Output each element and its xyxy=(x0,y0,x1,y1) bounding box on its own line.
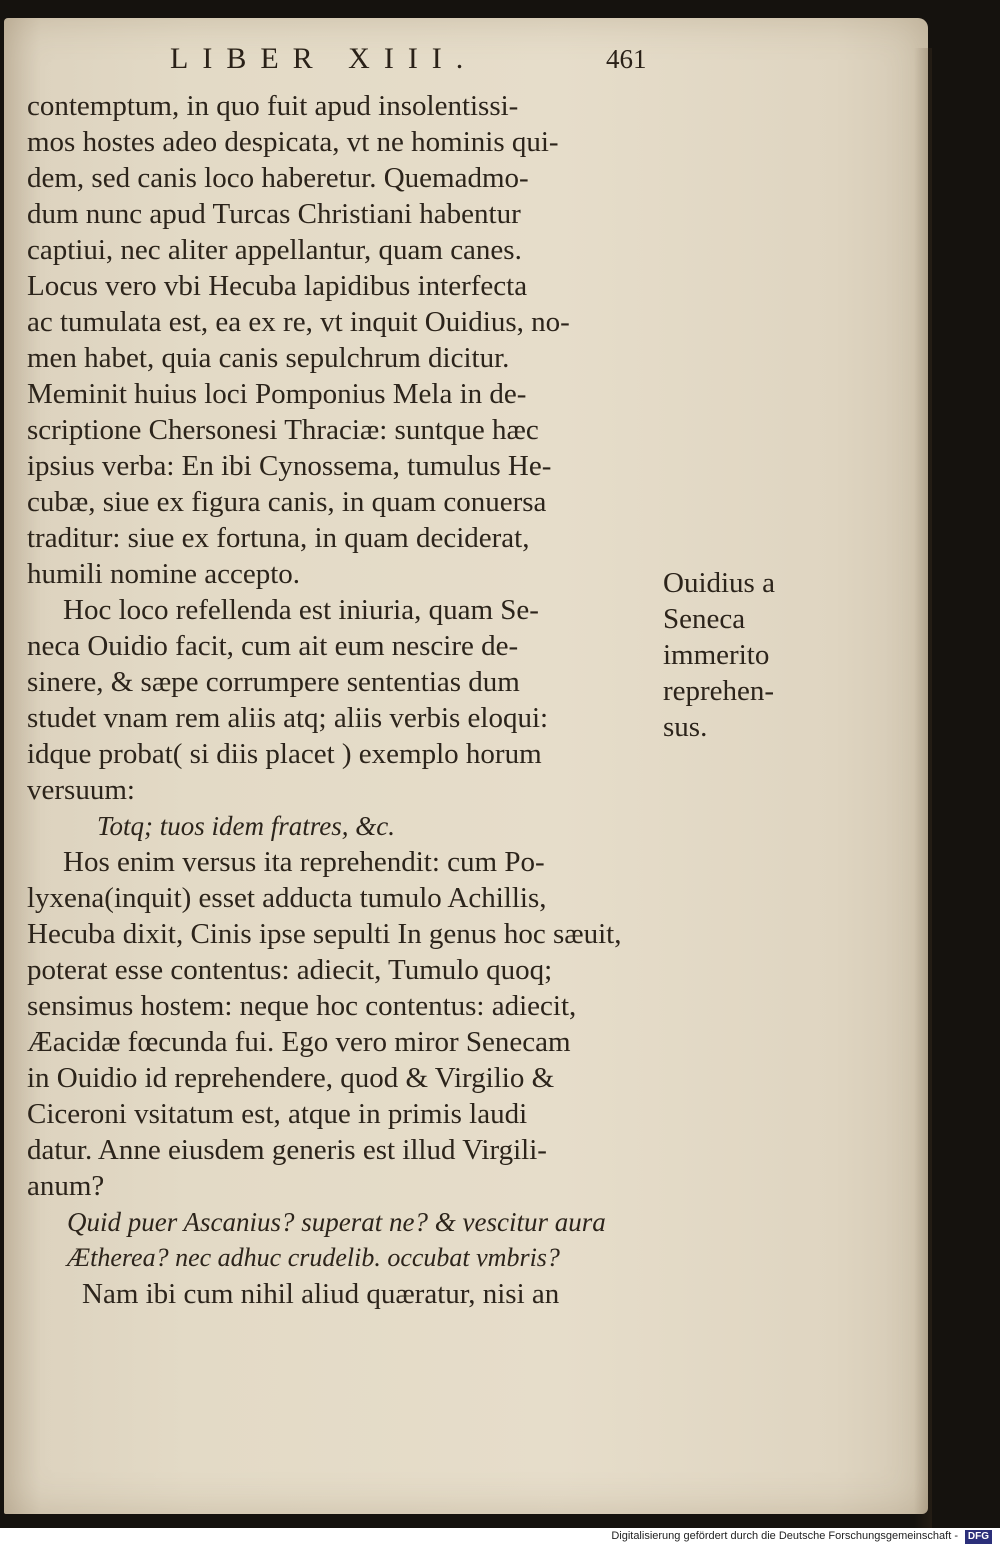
footer-credit: Digitalisierung gefördert durch die Deutsche Forschungsgemeinschaft - xyxy=(611,1530,958,1542)
text-line: versuum: xyxy=(27,774,135,806)
text-line: datur. Anne eiusdem generis est illud Virgili- xyxy=(27,1134,547,1166)
text-line: Meminit huius loci Pomponius Mela in de- xyxy=(27,378,527,410)
marginal-note xyxy=(663,565,813,745)
text-line: sinere, & sæpe corrumpere sententias dum xyxy=(27,666,520,698)
text-line: in Ouidio id reprehendere, quod & Virgilio & xyxy=(27,1062,555,1094)
text-line: Æacidæ fœcunda fui. Ego vero miror Senecam xyxy=(27,1026,571,1058)
text-line: Ætherea? nec adhuc crudelib. occubat vmbris? xyxy=(67,1243,560,1272)
running-head: LIBER XIII. xyxy=(170,42,478,75)
marginal-note-line: reprehen- xyxy=(663,675,775,707)
text-line: lyxena(inquit) esset adducta tumulo Achillis, xyxy=(27,882,547,914)
marginal-note-line: immerito xyxy=(663,639,770,671)
text-line: traditur: siue ex fortuna, in quam deciderat, xyxy=(27,522,530,554)
text-line: dem, sed canis loco haberetur. Quemadmo- xyxy=(27,162,529,194)
text-line: Hoc loco refellenda est iniuria, quam Se- xyxy=(63,594,539,626)
text-line: mos hostes adeo despicata, vt ne hominis qui- xyxy=(27,126,559,158)
text-line: Locus vero vbi Hecuba lapidibus interfecta xyxy=(27,270,528,302)
text-line: scriptione Chersonesi Thraciæ: suntque hæc xyxy=(27,414,539,446)
text-line: dum nunc apud Turcas Christiani habentur xyxy=(27,198,521,230)
text-line: ipsius verba: En ibi Cynossema, tumulus He- xyxy=(27,450,552,482)
text-line: neca Ouidio facit, cum ait eum nescire de- xyxy=(27,630,519,662)
marginal-note-line: Seneca xyxy=(663,603,746,635)
text-line: contemptum, in quo fuit apud insolentissi- xyxy=(27,90,519,122)
text-line: sensimus hostem: neque hoc contentus: adiecit, xyxy=(27,990,577,1022)
text-line: Ciceroni vsitatum est, atque in primis laudi xyxy=(27,1098,528,1130)
text-line: men habet, quia canis sepulchrum dicitur. xyxy=(27,342,510,374)
text-line: cubæ, siue ex figura canis, in quam conuersa xyxy=(27,486,547,518)
text-line: humili nomine accepto. xyxy=(27,558,301,590)
main-text-block xyxy=(27,88,657,1312)
text-line: idque probat( si diis placet ) exemplo horum xyxy=(27,738,542,770)
marginal-note-line: Ouidius a xyxy=(663,567,775,599)
page-number: 461 xyxy=(606,44,647,74)
page-edge-shadow xyxy=(914,48,932,1528)
text-line: Hecuba dixit, Cinis ipse sepulti In genus hoc sæuit, xyxy=(27,918,622,950)
text-line: poterat esse contentus: adiecit, Tumulo quoq; xyxy=(27,954,553,986)
text-line: studet vnam rem aliis atq; aliis verbis eloqui: xyxy=(27,702,549,734)
text-line: anum? xyxy=(27,1170,105,1202)
marginal-note-line: sus. xyxy=(663,711,708,743)
dfg-logo: DFG xyxy=(965,1530,992,1544)
text-line: Hos enim versus ita reprehendit: cum Po- xyxy=(63,846,545,878)
text-line: Totq; tuos idem fratres, &c. xyxy=(97,811,396,841)
text-line: captiui, nec aliter appellantur, quam canes. xyxy=(27,234,522,266)
footer-bar xyxy=(0,1528,1000,1547)
text-line: Nam ibi cum nihil aliud quæratur, nisi an xyxy=(82,1278,560,1310)
text-line: Quid puer Ascanius? superat ne? & vescitur aura xyxy=(67,1207,606,1237)
text-line: ac tumulata est, ea ex re, vt inquit Ouidius, no- xyxy=(27,306,570,338)
